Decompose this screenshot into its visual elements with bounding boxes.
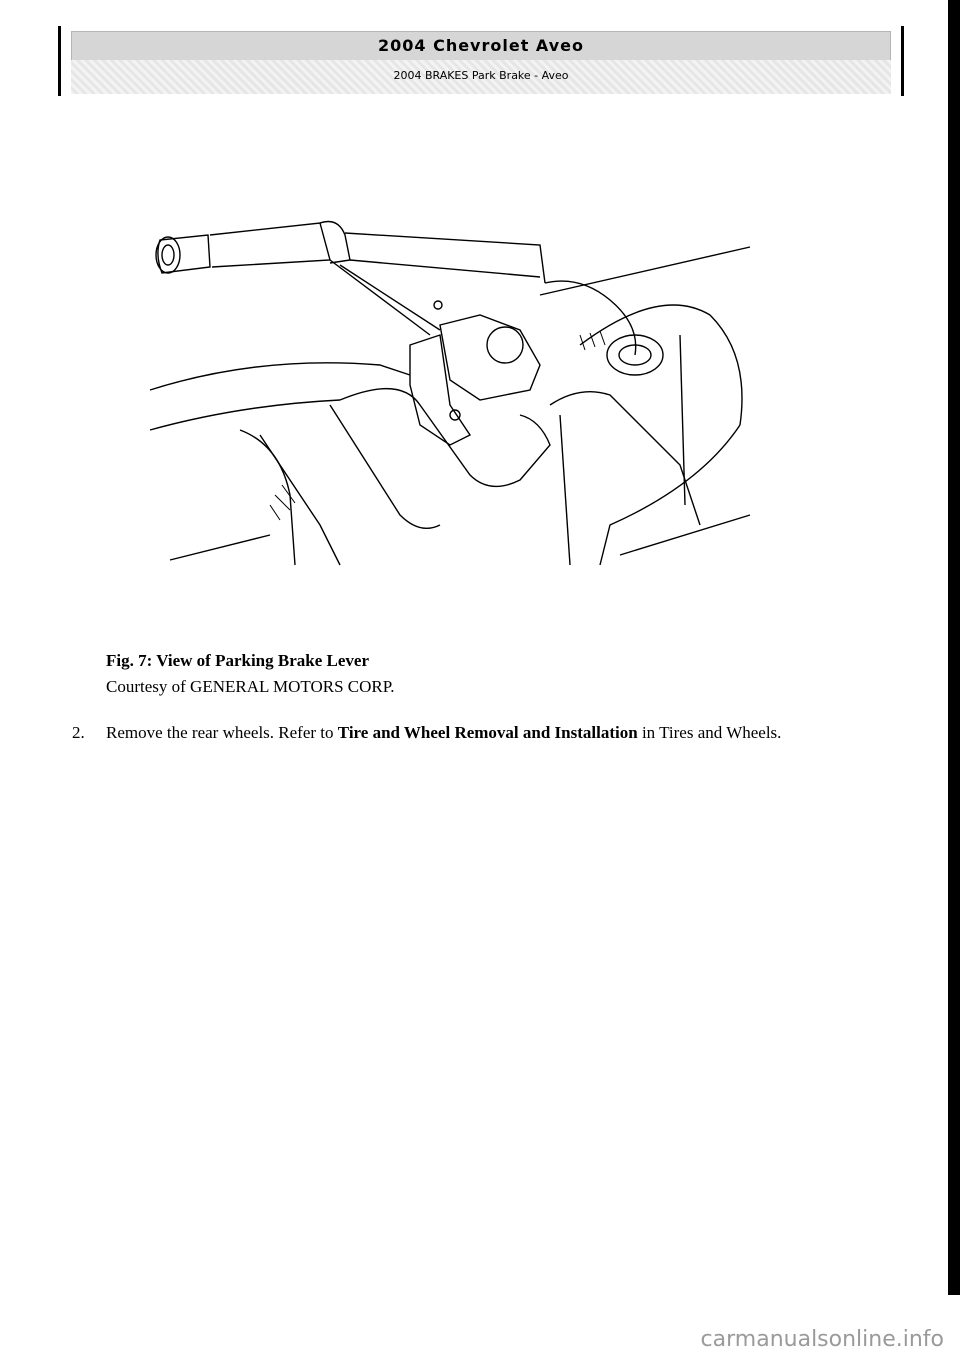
parking-brake-lever-illustration [140, 205, 760, 575]
figure-caption: Fig. 7: View of Parking Brake Lever [106, 651, 369, 670]
page-header [58, 26, 904, 96]
step-text-after: in Tires and Wheels. [637, 723, 782, 742]
document-subtitle: 2004 BRAKES Park Brake - Aveo [71, 60, 891, 94]
step-text [106, 720, 902, 746]
page-edge-bar [948, 0, 960, 1295]
procedure-step [72, 720, 902, 746]
step-number: 2. [72, 723, 85, 742]
figure-courtesy: Courtesy of GENERAL MOTORS CORP. [106, 677, 395, 696]
figure-caption-block [106, 648, 395, 700]
document-title: 2004 Chevrolet Aveo [71, 31, 891, 61]
step-reference-link[interactable]: Tire and Wheel Removal and Installation [337, 723, 638, 742]
watermark: carmanualsonline.info [700, 1327, 944, 1352]
step-text-before: Remove the rear wheels. Refer to [106, 723, 338, 742]
